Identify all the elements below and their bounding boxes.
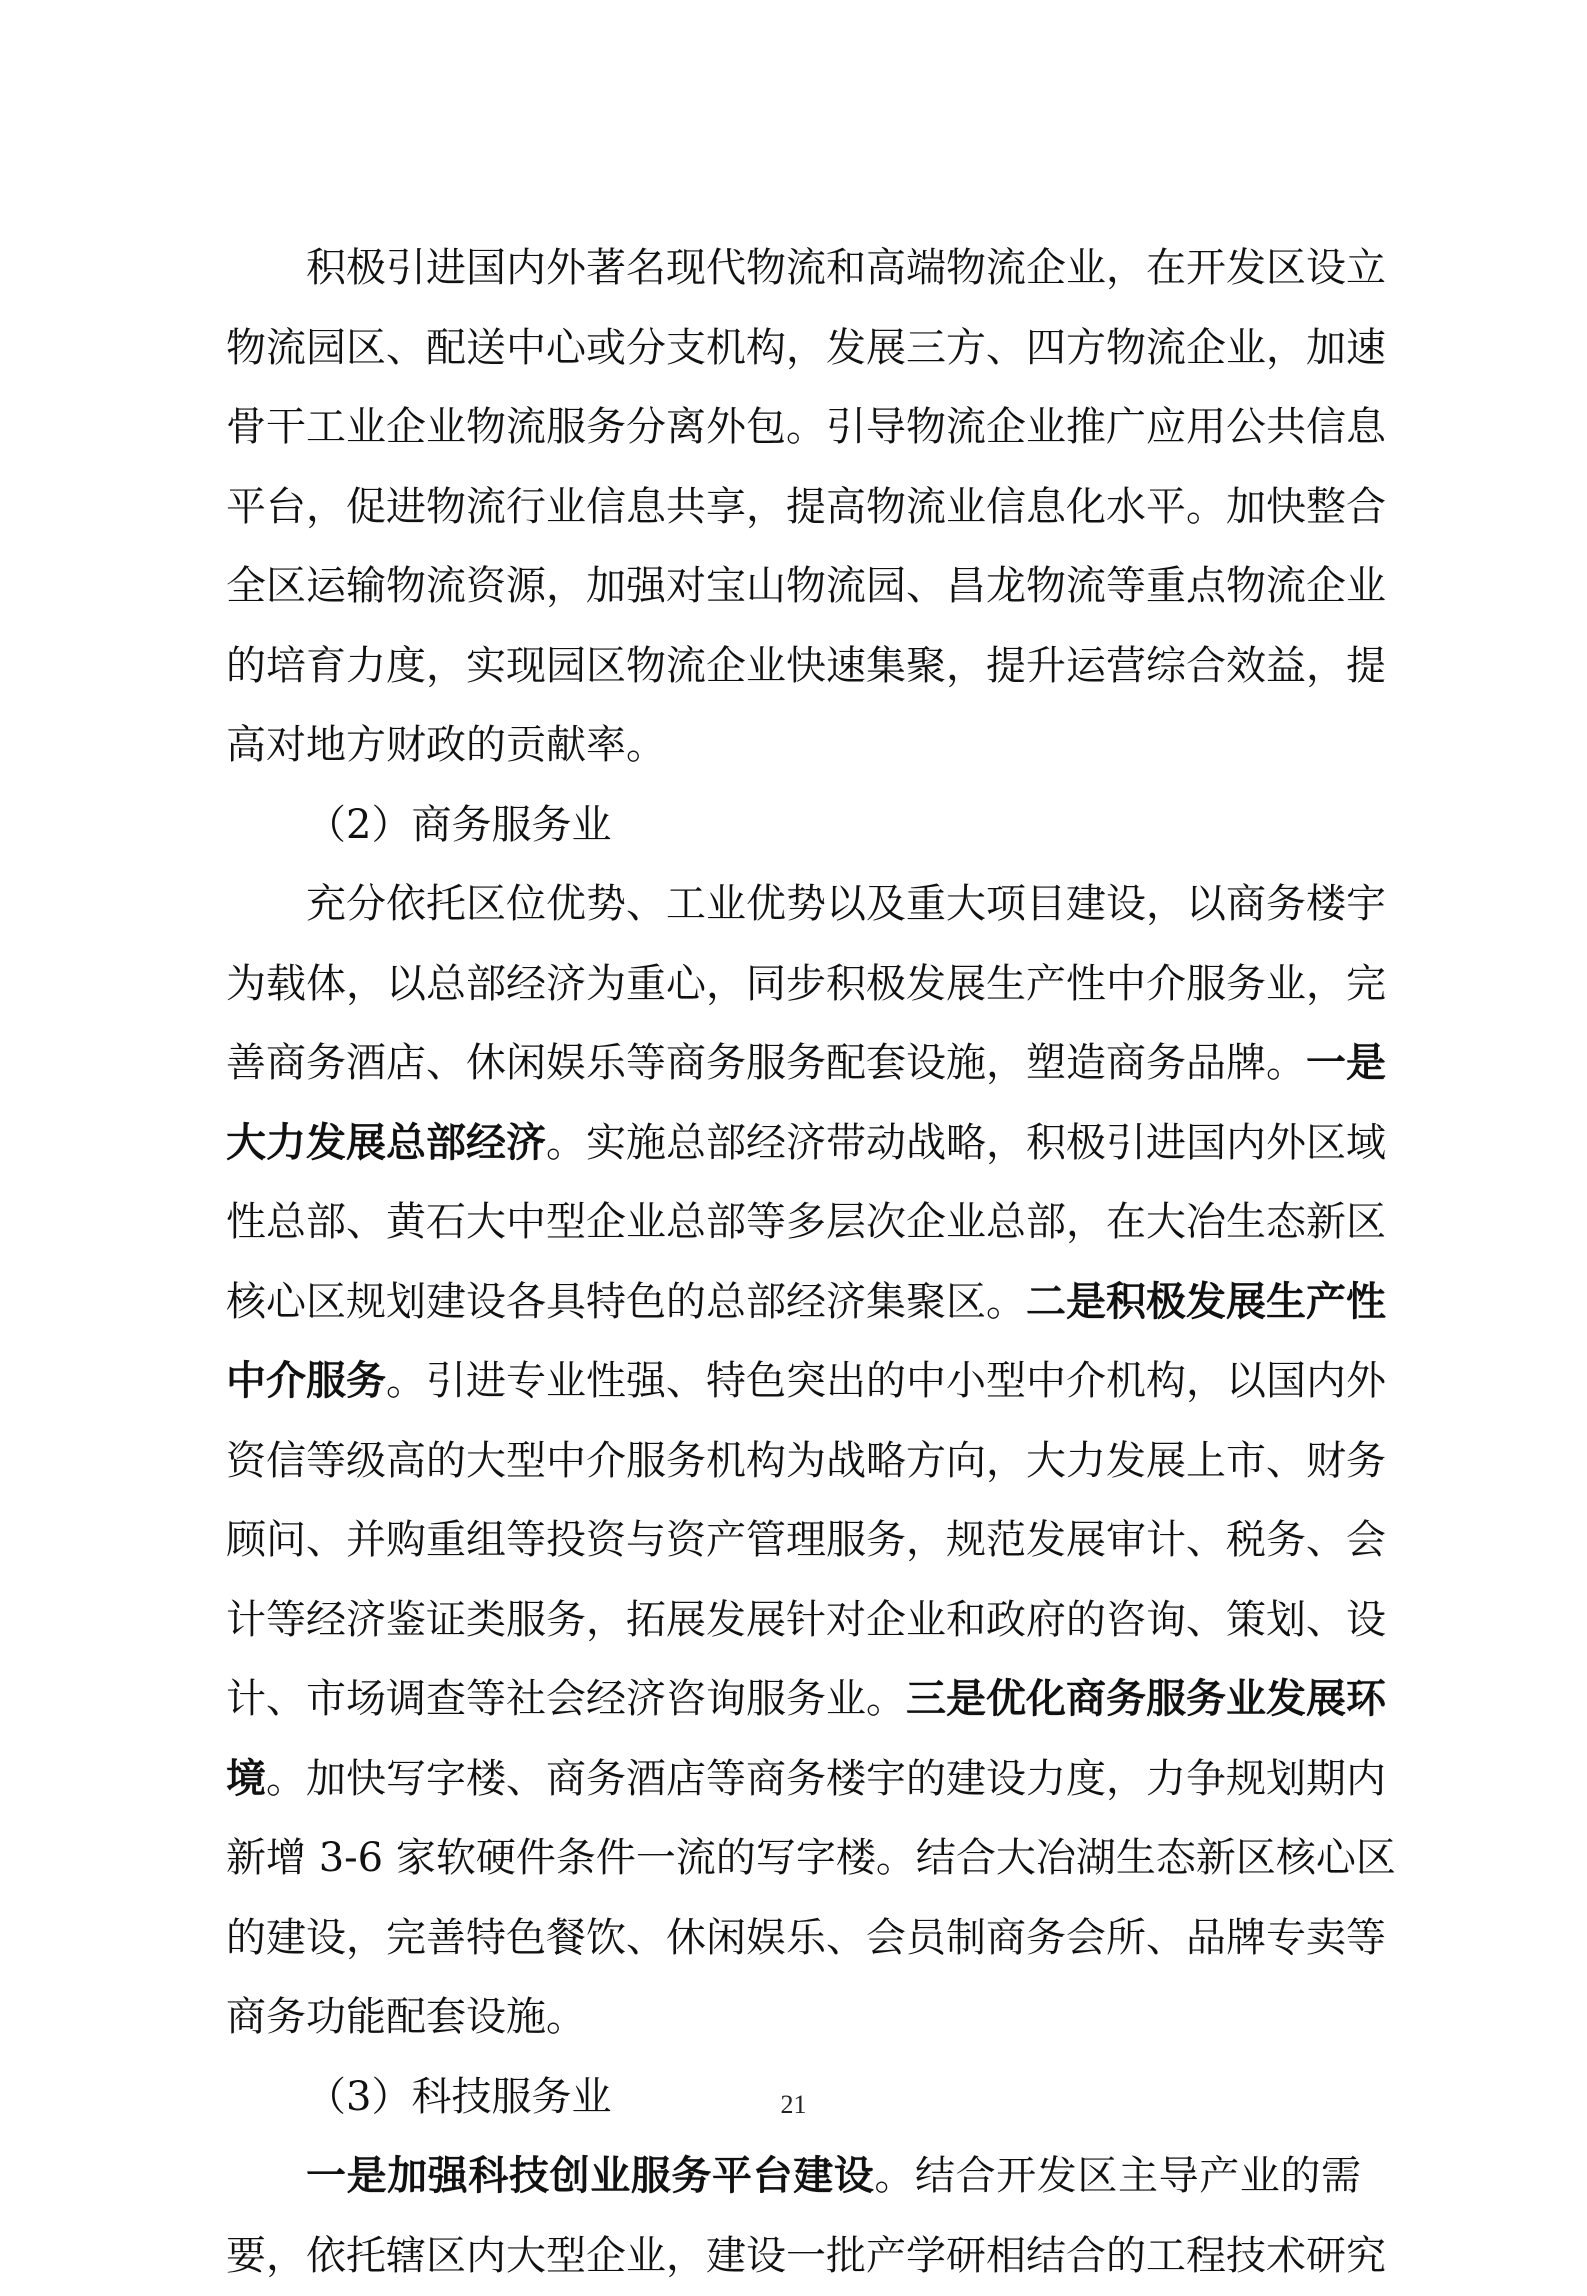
text-line (226, 1580, 1386, 1660)
text-line (226, 2136, 1361, 2216)
text-line (226, 1421, 1386, 1501)
bold-text-segment: 三是优化商务服务业发展环 (906, 1675, 1386, 1722)
text-line (226, 705, 666, 785)
text-line (226, 1818, 1396, 1898)
text-segment: 。实施总部经济带动战略，积极引进国内外区域 (546, 1119, 1386, 1166)
text-line (226, 387, 1386, 467)
text-segment: 全区运输物流资源，加强对宝山物流园、昌龙物流等重点物流企业 (226, 563, 1386, 609)
bold-text-segment: 一是加强科技创业服务平台建设 (306, 2152, 875, 2199)
bold-text-segment: 中介服务 (226, 1357, 386, 1404)
text-line (226, 1500, 1386, 1580)
bold-text-segment: 境 (226, 1754, 266, 1802)
text-segment: 商务功能配套设施。 (226, 1994, 586, 2040)
text-line (226, 1659, 1386, 1739)
text-line (226, 1739, 1386, 1819)
text-segment: 。引进专业性强、特色突出的中小型中介机构，以国内外 (386, 1358, 1386, 1404)
text-segment: 为载体，以总部经济为重心，同步积极发展生产性中介服务业，完 (226, 960, 1386, 1007)
text-segment: 计、市场调查等社会经济咨询服务业。 (226, 1676, 906, 1722)
text-segment: 新增 3-6 家软硬件条件一流的写字楼。结合大冶湖生态新区核心区 (226, 1835, 1396, 1881)
text-segment: 要，依托辖区内大型企业，建设一批产学研相结合的工程技术研究 (226, 2232, 1386, 2279)
text-line (226, 2216, 1386, 2296)
text-segment: 积极引进国内外著名现代物流和高端物流企业，在开发区设立 (306, 245, 1386, 291)
text-line (226, 1182, 1386, 1262)
text-segment: 的建设，完善特色餐饮、休闲娱乐、会员制商务会所、品牌专卖等 (226, 1914, 1386, 1961)
text-segment: 骨干工业企业物流服务分离外包。引导物流企业推广应用公共信息 (226, 404, 1386, 450)
text-segment: 。加快写字楼、商务酒店等商务楼宇的建设力度，力争规划期内 (266, 1755, 1386, 1802)
bold-text-segment: 二是积极发展生产性 (1026, 1277, 1386, 1325)
text-line (226, 1262, 1386, 1342)
text-segment: （2）商务服务业 (306, 801, 612, 848)
text-segment: 高对地方财政的贡献率。 (226, 722, 666, 768)
section-heading (226, 785, 611, 865)
text-line (226, 546, 1386, 626)
text-segment: 充分依托区位优势、工业优势以及重大项目建设，以商务楼宇 (306, 881, 1386, 927)
text-segment: 物流园区、配送中心或分支机构，发展三方、四方物流企业，加速 (226, 324, 1386, 371)
text-segment: 资信等级高的大型中介服务机构为战略方向，大力发展上市、财务 (226, 1437, 1386, 1484)
text-segment: 。结合开发区主导产业的需 (874, 2153, 1362, 2199)
text-line (226, 308, 1386, 388)
text-segment: 核心区规划建设各具特色的总部经济集聚区。 (226, 1278, 1026, 1325)
text-line (226, 864, 1386, 944)
text-segment: 的培育力度，实现园区物流企业快速集聚，提升运营综合效益，提 (226, 642, 1386, 689)
text-line (226, 1341, 1386, 1421)
text-line (226, 944, 1386, 1024)
text-line (226, 626, 1386, 706)
page-number: 21 (780, 2090, 807, 2119)
text-segment: 性总部、黄石大中型企业总部等多层次企业总部，在大冶生态新区 (226, 1199, 1386, 1245)
text-line (226, 1898, 1386, 1978)
text-line (226, 467, 1386, 547)
text-segment: 善商务酒店、休闲娱乐等商务服务配套设施，塑造商务品牌。 (226, 1040, 1306, 1086)
text-segment: （3）科技服务业 (306, 2073, 612, 2120)
text-segment: 计等经济鉴证类服务，拓展发展针对企业和政府的咨询、策划、设 (226, 1596, 1386, 1643)
text-segment: 平台，促进物流行业信息共享，提高物流业信息化水平。加快整合 (226, 483, 1386, 530)
text-line (226, 1977, 586, 2057)
text-line (226, 1103, 1386, 1183)
bold-text-segment: 大力发展总部经济 (226, 1118, 546, 1166)
text-line (226, 1023, 1386, 1103)
bold-text-segment: 一是 (1306, 1039, 1386, 1086)
text-segment: 顾问、并购重组等投资与资产管理服务，规范发展审计、税务、会 (226, 1517, 1386, 1563)
text-line (226, 228, 1386, 308)
